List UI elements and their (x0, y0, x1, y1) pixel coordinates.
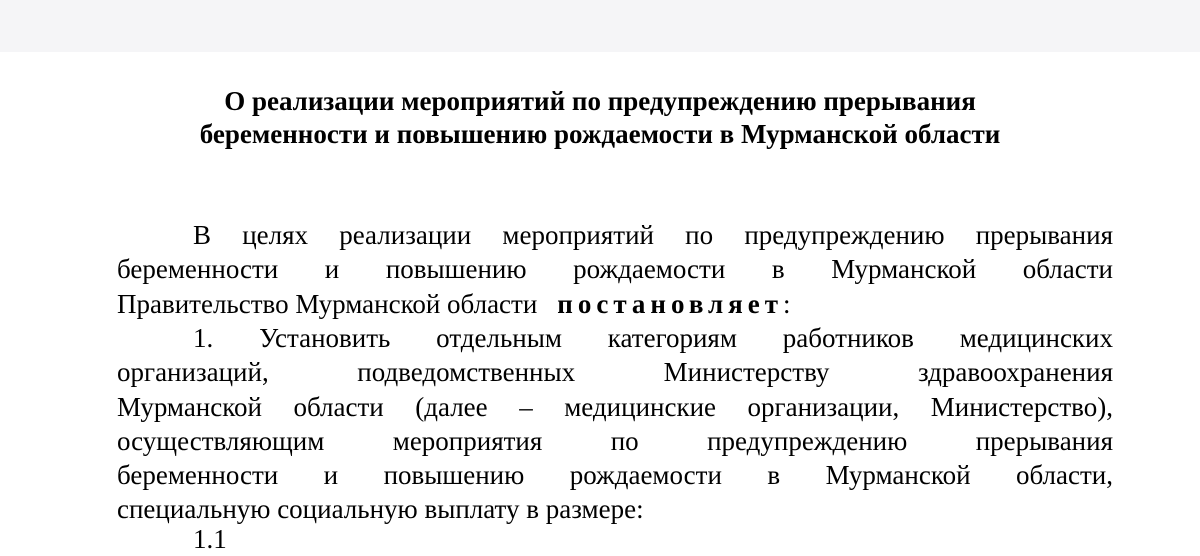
item-1-line-5: беременности и повышению рождаемости в Мурманской области, (117, 460, 1113, 490)
viewer-top-band (0, 0, 1200, 52)
decree-colon: : (783, 289, 791, 319)
paragraph-1-line-3 (117, 287, 1113, 321)
item-1-line-3: Мурманской области (далее – медицинские организации, Министерство), (117, 392, 1113, 422)
item-1-line-1: 1. Установить отдельным категориям работников медицинских (193, 323, 1113, 353)
item-1-1-fragment: 1.1 (193, 524, 227, 554)
item-1-line-4: осуществляющим мероприятия по предупреждению прерывания (117, 426, 1113, 456)
paragraph-1-line-3-text: Правительство Мурманской области (117, 289, 538, 319)
decree-word-postanovlyaet: постановляет (557, 289, 784, 319)
paragraph-1-line-1: В целях реализации мероприятий по предупреждению прерывания (193, 220, 1113, 250)
item-1-line-6: специальную социальную выплату в размере: (117, 494, 644, 524)
document-title-line-1: О реализации мероприятий по предупреждению прерывания (224, 86, 976, 116)
item-1-line-2: организаций, подведомственных Министерству здравоохранения (117, 357, 1113, 387)
paragraph-1-line-2: беременности и повышению рождаемости в Мурманской области (117, 254, 1113, 284)
document-title-line-2: беременности и повышению рождаемости в Мурманской области (199, 119, 1001, 149)
